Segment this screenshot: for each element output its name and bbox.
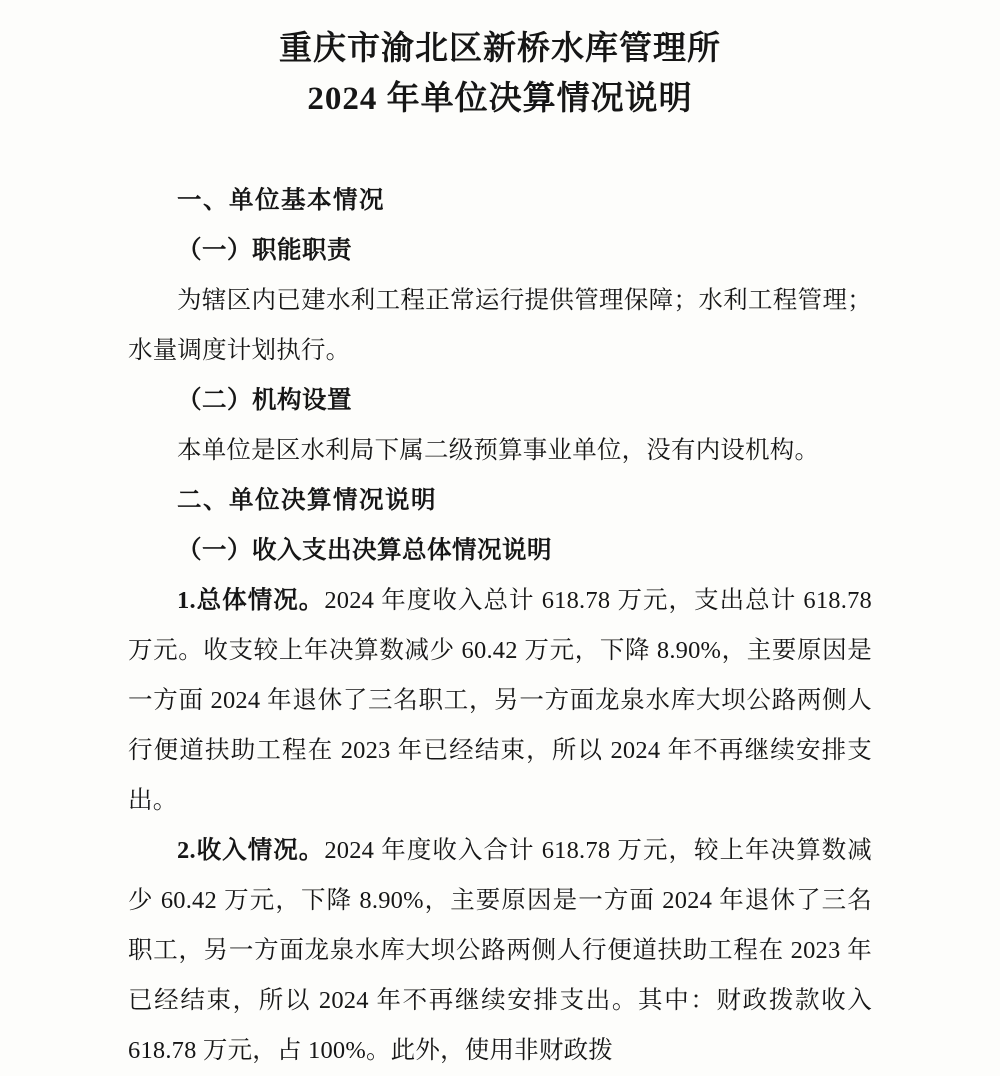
section-heading-1: 一、单位基本情况 [177,187,385,214]
paragraph-2-item-2 [128,826,872,1076]
item-1-lead: 1.总体情况。 [177,587,325,614]
section-heading-2: 二、单位决算情况说明 [177,487,437,514]
subsection-heading-1-2: （二）机构设置 [177,387,352,414]
paragraph-1-2: 本单位是区水利局下属二级预算事业单位，没有内设机构。 [177,437,820,464]
subsection-heading-1-1: （一）职能职责 [177,237,352,264]
item-1-text: 2024 年度收入总计 618.78 万元，支出总计 618.78 万元。收支较上年决算数减少 60.42 万元，下降 8.90%，主要原因是一方面 2024 年退休了三名职工，另一方面龙泉水库大坝公路两侧人行便道扶助工程在 2023 年已经结束，所以 2024 年不再继续安排支出。 [128,587,872,814]
page-title [128,18,872,124]
title-line-1: 重庆市渝北区新桥水库管理所 [279,31,721,67]
item-2-lead: 2.收入情况。 [177,837,325,864]
item-2-text: 2024 年度收入合计 618.78 万元，较上年决算数减少 60.42 万元，下降 8.90%，主要原因是一方面 2024 年退休了三名职工，另一方面龙泉水库大坝公路两侧人行便道扶助工程在 2023 年已经结束，所以 2024 年不再继续安排支出。其中：财政拨款收入 618.78 万元，占 100%。此外，使用非财政拨 [128,837,872,1064]
subsection-heading-2-1: （一）收入支出决算总体情况说明 [177,537,552,564]
paragraph-2-item-1 [128,576,872,826]
title-line-2: 2024 年单位决算情况说明 [307,81,693,117]
document-body [128,176,872,1076]
paragraph-1-1: 为辖区内已建水利工程正常运行提供管理保障；水利工程管理；水量调度计划执行。 [128,287,872,364]
